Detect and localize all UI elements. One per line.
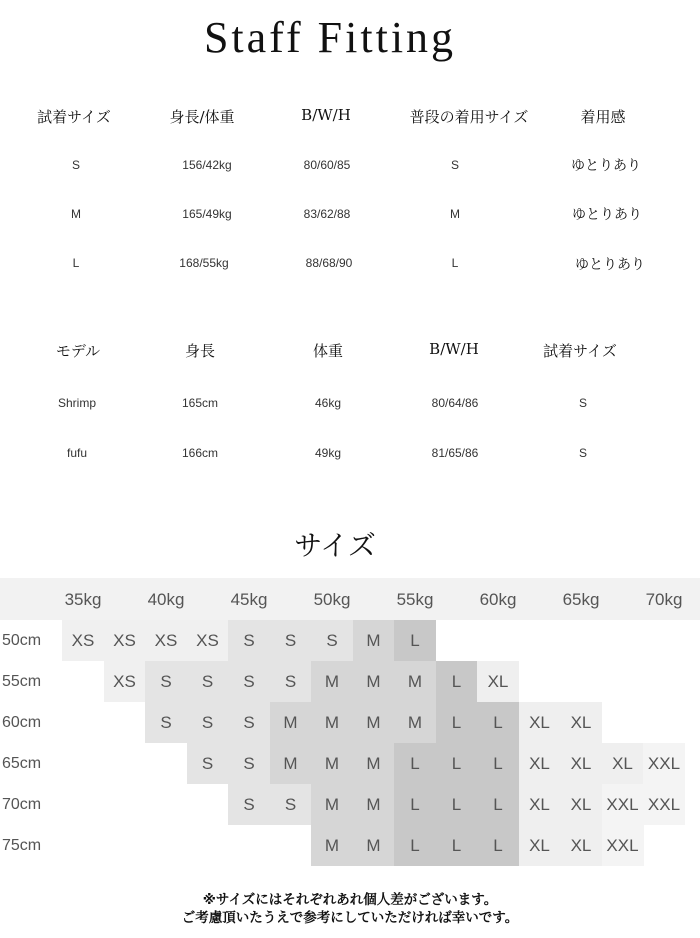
size-chart-cell: L [436,825,478,866]
size-chart-cell: M [311,702,353,743]
size-chart-row-label: 55cm [2,673,42,690]
size-chart-cell: S [187,661,229,702]
fitting-cell: 165/49kg [182,207,232,221]
fitting-cell: S [450,158,460,172]
size-chart-cell: XXL [602,784,644,825]
size-chart-cell: M [270,702,312,743]
size-chart-cell: M [353,620,395,661]
size-chart-column-header: 35kg [64,590,102,609]
models-cell: 46kg [314,396,342,410]
fitting-cell: ゆとりあり [572,207,642,223]
size-chart-cell: L [394,743,436,784]
size-chart-cell: XXL [643,743,685,784]
size-chart-cell: S [228,702,270,743]
models-header-weight: 体重 [312,342,344,360]
size-chart-cell: L [477,743,519,784]
note-line-2: ご考慮頂いたうえで参考にしていただければ幸いです。 [181,910,519,926]
size-chart-cell: L [394,784,436,825]
size-chart-cell: S [145,702,187,743]
size-chart-cell: M [353,743,395,784]
fitting-cell: 83/62/88 [303,207,351,221]
size-chart-cell: L [477,825,519,866]
size-chart-cell: XL [602,743,644,784]
size-chart-cell: XS [187,620,229,661]
size-chart-cell: XL [519,702,561,743]
size-chart-row-label: 60cm [2,714,42,731]
fitting-header-bwh: B/W/H [301,106,351,124]
size-chart-title: サイズ [294,529,376,562]
size-chart-cell: M [311,743,353,784]
models-cell: Shrimp [57,396,97,410]
fitting-header-height-weight: 身長/体重 [169,108,235,126]
size-chart-cell: M [270,743,312,784]
size-chart-cell: L [477,702,519,743]
models-header-size: 試着サイズ [543,342,617,360]
size-chart-row-label: 50cm [2,632,42,649]
fitting-cell: L [451,256,459,270]
size-chart-cell: M [394,702,436,743]
fitting-cell: M [450,207,460,221]
fitting-header-size: 試着サイズ [37,108,111,126]
size-chart-cell: S [270,661,312,702]
size-chart-cell: L [436,784,478,825]
size-chart-row-label: 75cm [2,837,42,854]
size-chart-row-label: 65cm [2,755,42,772]
size-chart-column-header: 70kg [645,590,683,609]
size-chart-cell: XS [104,620,146,661]
size-chart-cell: L [394,825,436,866]
models-cell: 49kg [314,446,342,460]
size-chart-cell: XL [560,784,602,825]
size-chart-cell: S [228,620,270,661]
size-chart-cell: XL [477,661,519,702]
size-chart-cell: XS [62,620,104,661]
fitting-cell: ゆとりあり [571,158,641,174]
size-chart-column-header: 65kg [562,590,600,609]
size-chart-cell: S [270,620,312,661]
size-chart-cell: M [394,661,436,702]
models-cell: fufu [66,446,88,460]
page-title: Staff Fitting [203,13,457,62]
fitting-cell: L [72,256,80,270]
size-chart-grid [0,578,700,864]
note-line-1: ※サイズにはそれぞれあれ個人差がございます。 [202,892,498,908]
models-header-height: 身長 [184,342,216,360]
size-chart-cell: L [436,661,478,702]
size-chart-cell: M [311,661,353,702]
fitting-cell: 80/60/85 [303,158,351,172]
size-chart-cell: S [311,620,353,661]
size-chart-cell: XS [104,661,146,702]
size-chart-column-header: 55kg [396,590,434,609]
size-chart-cell: S [228,661,270,702]
size-chart-cell: S [145,661,187,702]
size-chart-cell: L [394,620,436,661]
size-chart-cell: L [436,743,478,784]
size-chart-cell: M [311,784,353,825]
size-chart-cell: S [228,743,270,784]
size-chart-cell: XS [145,620,187,661]
size-chart-cell: XXL [602,825,644,866]
fitting-header-usual-size: 普段の着用サイズ [409,108,529,126]
size-chart-cell: S [270,784,312,825]
size-chart-cell: S [187,743,229,784]
size-chart-cell: XL [560,825,602,866]
fitting-cell: 156/42kg [182,158,232,172]
size-chart-cell: S [228,784,270,825]
models-cell: S [578,446,588,460]
size-chart-cell: M [311,825,353,866]
models-cell: 165cm [181,396,219,410]
size-chart-cell: M [353,825,395,866]
size-chart-cell: XL [519,743,561,784]
size-chart-column-header: 50kg [313,590,351,609]
size-chart-cell: XL [560,743,602,784]
models-cell: 80/64/86 [431,396,479,410]
size-chart-column-header: 40kg [147,590,185,609]
size-chart-cell: XXL [643,784,685,825]
fitting-cell: ゆとりあり [575,257,645,273]
fitting-cell: S [71,158,81,172]
size-chart-cell: S [187,702,229,743]
size-chart-row-label: 70cm [2,796,42,813]
size-chart-column-header: 60kg [479,590,517,609]
size-chart-cell: XL [560,702,602,743]
size-chart-cell: L [436,702,478,743]
size-chart-column-header: 45kg [230,590,268,609]
fitting-header-feel: 着用感 [580,108,626,126]
models-cell: 166cm [181,446,219,460]
size-chart-cell: M [353,661,395,702]
size-chart-cell: XL [519,825,561,866]
size-chart-cell: XL [519,784,561,825]
fitting-cell: M [71,207,81,221]
size-chart-cell: L [477,784,519,825]
fitting-cell: 88/68/90 [305,256,353,270]
fitting-cell: 168/55kg [179,256,229,270]
models-header-model: モデル [55,342,101,360]
size-chart-cell: M [353,702,395,743]
size-chart-cell: M [353,784,395,825]
models-cell: 81/65/86 [431,446,479,460]
models-cell: S [578,396,588,410]
models-header-bwh: B/W/H [429,340,479,358]
